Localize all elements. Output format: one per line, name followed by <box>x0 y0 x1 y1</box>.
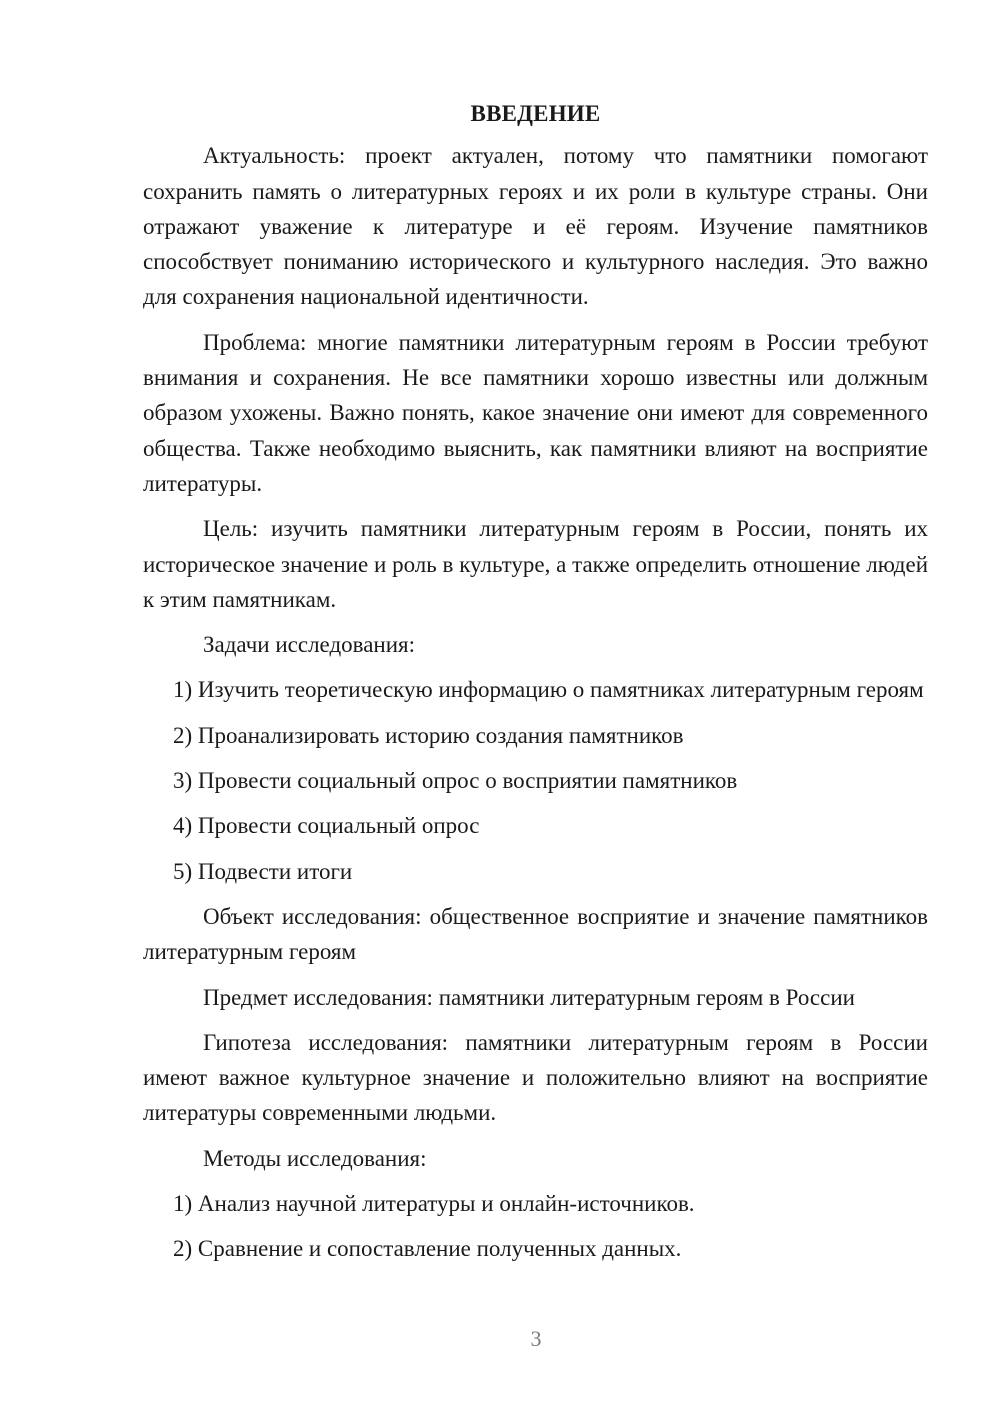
method-item: 1) Анализ научной литературы и онлайн-источников. <box>173 1191 695 1217</box>
task-item: 2) Проанализировать историю создания памятников <box>173 722 684 748</box>
object-paragraph: Объект исследования: общественное восприятие и значение памятников литературным героям <box>143 903 928 965</box>
hypothesis-paragraph: Гипотеза исследования: памятники литературным героям в России имеют важное культурное значение и положительно влияют на восприятие литературы современными людьми. <box>143 1029 928 1126</box>
problem-paragraph: Проблема: многие памятники литературным героям в России требуют внимания и сохранения. Не все памятники хорошо известны или должным образом ухожены. Важно понять, какое значение они имеют для современного общества. Также необходимо выяснить, как памятники влияют на восприятие литературы. <box>143 329 928 496</box>
methods-heading: Методы исследования: <box>203 1145 427 1171</box>
method-item: 2) Сравнение и сопоставление полученных данных. <box>173 1236 682 1262</box>
goal-paragraph: Цель: изучить памятники литературным героям в России, понять их историческое значение и роль в культуре, а также определить отношение людей к этим памятникам. <box>143 516 928 612</box>
relevance-paragraph: Актуальность: проект актуален, потому что памятники помогают сохранить память о литературных героях и их роли в культуре страны. Они отражают уважение к литературе и её героям. Изучение памятников способствует пониманию исторического и культурного наследия. Это важно для сохранения национальной идентичности. <box>143 143 928 310</box>
task-item: 3) Провести социальный опрос о восприятии памятников <box>173 768 738 794</box>
page-title: ВВЕДЕНИЕ <box>470 101 601 126</box>
task-item: 1) Изучить теоретическую информацию о памятниках литературным героям <box>173 677 924 703</box>
page-number: 3 <box>530 1326 542 1351</box>
task-item: 5) Подвести итоги <box>173 858 353 884</box>
task-item: 4) Провести социальный опрос <box>173 813 480 839</box>
tasks-heading: Задачи исследования: <box>203 632 416 658</box>
document-page <box>143 96 928 1277</box>
subject-paragraph: Предмет исследования: памятники литературным героям в России <box>203 984 855 1010</box>
